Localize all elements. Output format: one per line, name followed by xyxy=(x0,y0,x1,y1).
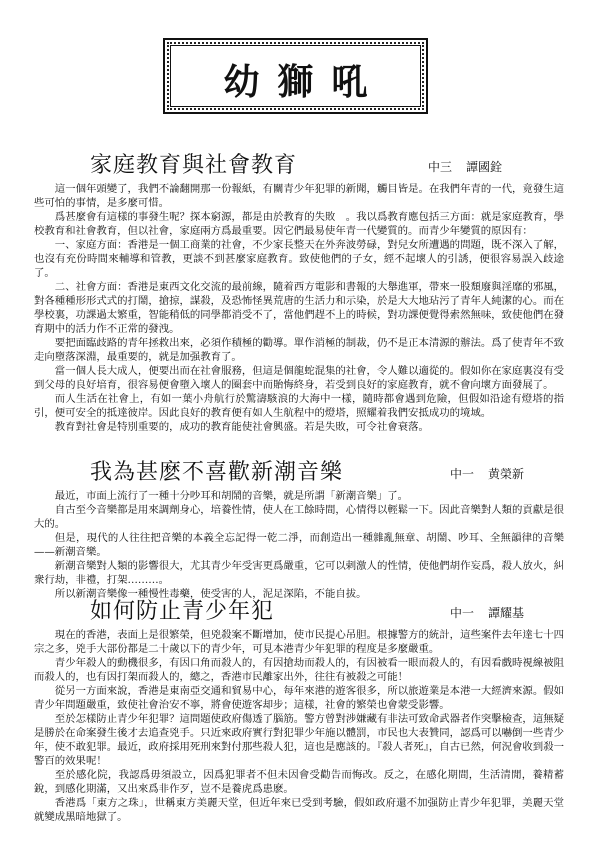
author-name: 譚國銓 xyxy=(466,160,503,174)
paragraph: 二、社會方面：香港是東西文化交流的最前線，隨着西方電影和書報的大舉進軍，帶來一股頹廢與淫靡的邪風，對各種種形形式式的打鬧，搶掠，謀殺，及恐怖怪異荒唐的生活力和示染，於是大大地玷污了青年人純潔的心。而在學校裏，功課過太繁重，智能稍低的同學都消受不了，當他們趕不上的時候，對功課便覺得索然無味，致使他們在發育期中的活力作不正常的發洩。 xyxy=(34,281,564,335)
article-byline xyxy=(450,604,524,621)
paragraph: 青少年殺人的動機很多，有因口角而殺人的，有因搶劫而殺人的，有因被看一眼而殺人的，有因看戲時視線被阻而殺人的，也有因打架而殺人的，總之，香港市民離家出外，往往有被殺之可能！ xyxy=(34,657,564,683)
paragraph: 一、家庭方面：香港是一個工商業的社會，不少家長整天在外奔波勞碌，對兒女所遭遇的問題，既不深入了解，也沒有充份時間來輔導和管教，更談不到甚麼家庭教育。致使他們的子女，經不起壞人的引誘，便很容易誤入歧途了。 xyxy=(34,239,564,279)
paragraph: 所以新潮音樂像一種慢性毒藥，使受害的人，泥足深陷，不能自拔。 xyxy=(54,588,367,600)
paragraph: 但是，現代的人往往把音樂的本義全忘記得一乾二淨，而創造出一種雜亂無章、胡鬧、吵耳、全無韻律的音樂——新潮音樂。 xyxy=(34,532,564,558)
paragraph: 自古至今音樂都是用來調劑身心，培養性情，使人在工餘時間，心情得以輕鬆一下。因此音樂對人類的貢獻是很大的。 xyxy=(34,504,564,530)
article-body xyxy=(34,628,564,824)
paragraph: 這一個年頭變了，我們不論翻開那一份報紙，有關青少年犯罪的新聞，觸目皆是。在我們年青的一代，竟發生這些可怕的事情，是多麼可惜。 xyxy=(34,183,564,209)
article-new-wave-music xyxy=(34,455,564,601)
author-grade: 中三 xyxy=(428,160,453,174)
article-body xyxy=(34,489,564,601)
article-title: 我為甚麽不喜歡新潮音樂 xyxy=(90,460,344,485)
article-header xyxy=(34,455,564,489)
paragraph: 當一個人長大成人，便要出而在社會服務，但這是個龍蛇混集的社會，令人難以適從的。假如你在家庭裏沒有受到父母的良好培育，很容易便會墮入壞人的圈套中而貽悔終身，若受到良好的家庭教育，就不會向壞方面發展了。 xyxy=(34,365,564,391)
author-grade: 中一 xyxy=(450,606,475,620)
article-family-social-education xyxy=(34,148,564,434)
article-title: 如何防止青少年犯 xyxy=(90,599,275,624)
paragraph: 現在的香港，表面上是很繁榮，但兇殺案不斷增加，使市民提心吊胆。根據警方的統計，這些案件去年達七十四宗之多，兇手大部份都是二十歲以下的青少年，可見本港青少年犯罪的程度是多麼嚴重。 xyxy=(34,629,564,655)
article-prevent-youth-crime xyxy=(34,594,564,824)
paragraph: 香港爲「東方之珠」，世稱東方美麗天堂，但近年來已受到考驗，假如政府還不加强防止青少年犯罪，美麗天堂就變成黑暗地獄了。 xyxy=(34,797,564,823)
paragraph: 新潮音樂對人類的影響很大，尤其青少年受害更爲嚴重，它可以剌激人的性情，使他們胡作妄爲，殺人放火，糾衆行劫，非禮，打架………。 xyxy=(34,560,564,586)
article-body xyxy=(34,182,564,434)
paragraph: 至於怎樣防止青少年犯罪？這問題使政府傷透了腦筋。警方曾對涉嫌藏有非法可致命武器者作突擊檢查，這無疑是勝於在命案發生後才去追查兇手。只近來政府實行對犯罪少年施以體罰，市民也大表贊同，認爲可以嚇倒一些青少年，使不敢犯罪。最近，政府採用死刑來對付那些殺人犯，這也是應該的。『殺人者死』，自古已然，何況會收到殺一警百的效果呢！ xyxy=(34,713,564,767)
article-byline xyxy=(428,158,502,175)
paragraph: 要把面臨歧路的青年拯救出來，必須作積極的勸導。單作消極的制裁，仍不是正本清源的辦法。爲了使青年不致走向墮落深淵，最重要的，就是加强教育了。 xyxy=(34,337,564,363)
paragraph: 爲甚麼會有這樣的事發生呢？探本窮源，都是由於教育的失敗 。我以爲教育應包括三方面：就是家庭教育，學校教育和社會教育，但以社會，家庭兩方爲最重要。因它們最易使年青一代變質的。而青少年變質的原因有： xyxy=(34,211,564,237)
paragraph: 最近，市面上流行了一種十分吵耳和胡鬧的音樂，就是所謂「新潮音樂」了。 xyxy=(54,490,409,502)
author-name: 黄榮新 xyxy=(488,467,525,481)
article-byline xyxy=(450,465,524,482)
author-name: 譚耀基 xyxy=(488,606,525,620)
author-grade: 中一 xyxy=(450,467,475,481)
paragraph: 至於感化院，我認爲毋須設立，因爲犯罪者不但未因會受勸告而悔改。反之，在感化期間，生活清閒，養精蓄銳，到感化期滿，又出來爲非作歹，豈不是養虎爲患麽。 xyxy=(34,769,564,795)
article-header xyxy=(34,148,564,182)
article-header xyxy=(34,594,564,628)
paragraph: 而人生活在社會上，有如一葉小舟航行於驚濤駭浪的大海中一樣，隨時都會遇到危險，但假如沿途有燈塔的指引，便可安全的抵達彼岸。因此良好的教育便有如人生航程中的燈塔，照耀着我們安抵成功的境域。 xyxy=(34,393,564,419)
masthead-title: 幼獅吼 xyxy=(223,61,386,103)
article-title: 家庭教育與社會教育 xyxy=(90,153,298,178)
paragraph: 教育對社會是特別重要的，成功的教育能使社會興盛。若是失敗，可令社會衰落。 xyxy=(54,421,429,433)
masthead-frame xyxy=(163,38,428,114)
paragraph: 從另一方面來說，香港是東南亞交通和貿易中心，每年來港的遊客很多，所以旅遊業是本港一大經濟來源。假如青少年問題嚴重，致使社會治安不寧，將會使遊客却步；這樣，社會的繁榮也會蒙受影響。 xyxy=(34,685,564,711)
